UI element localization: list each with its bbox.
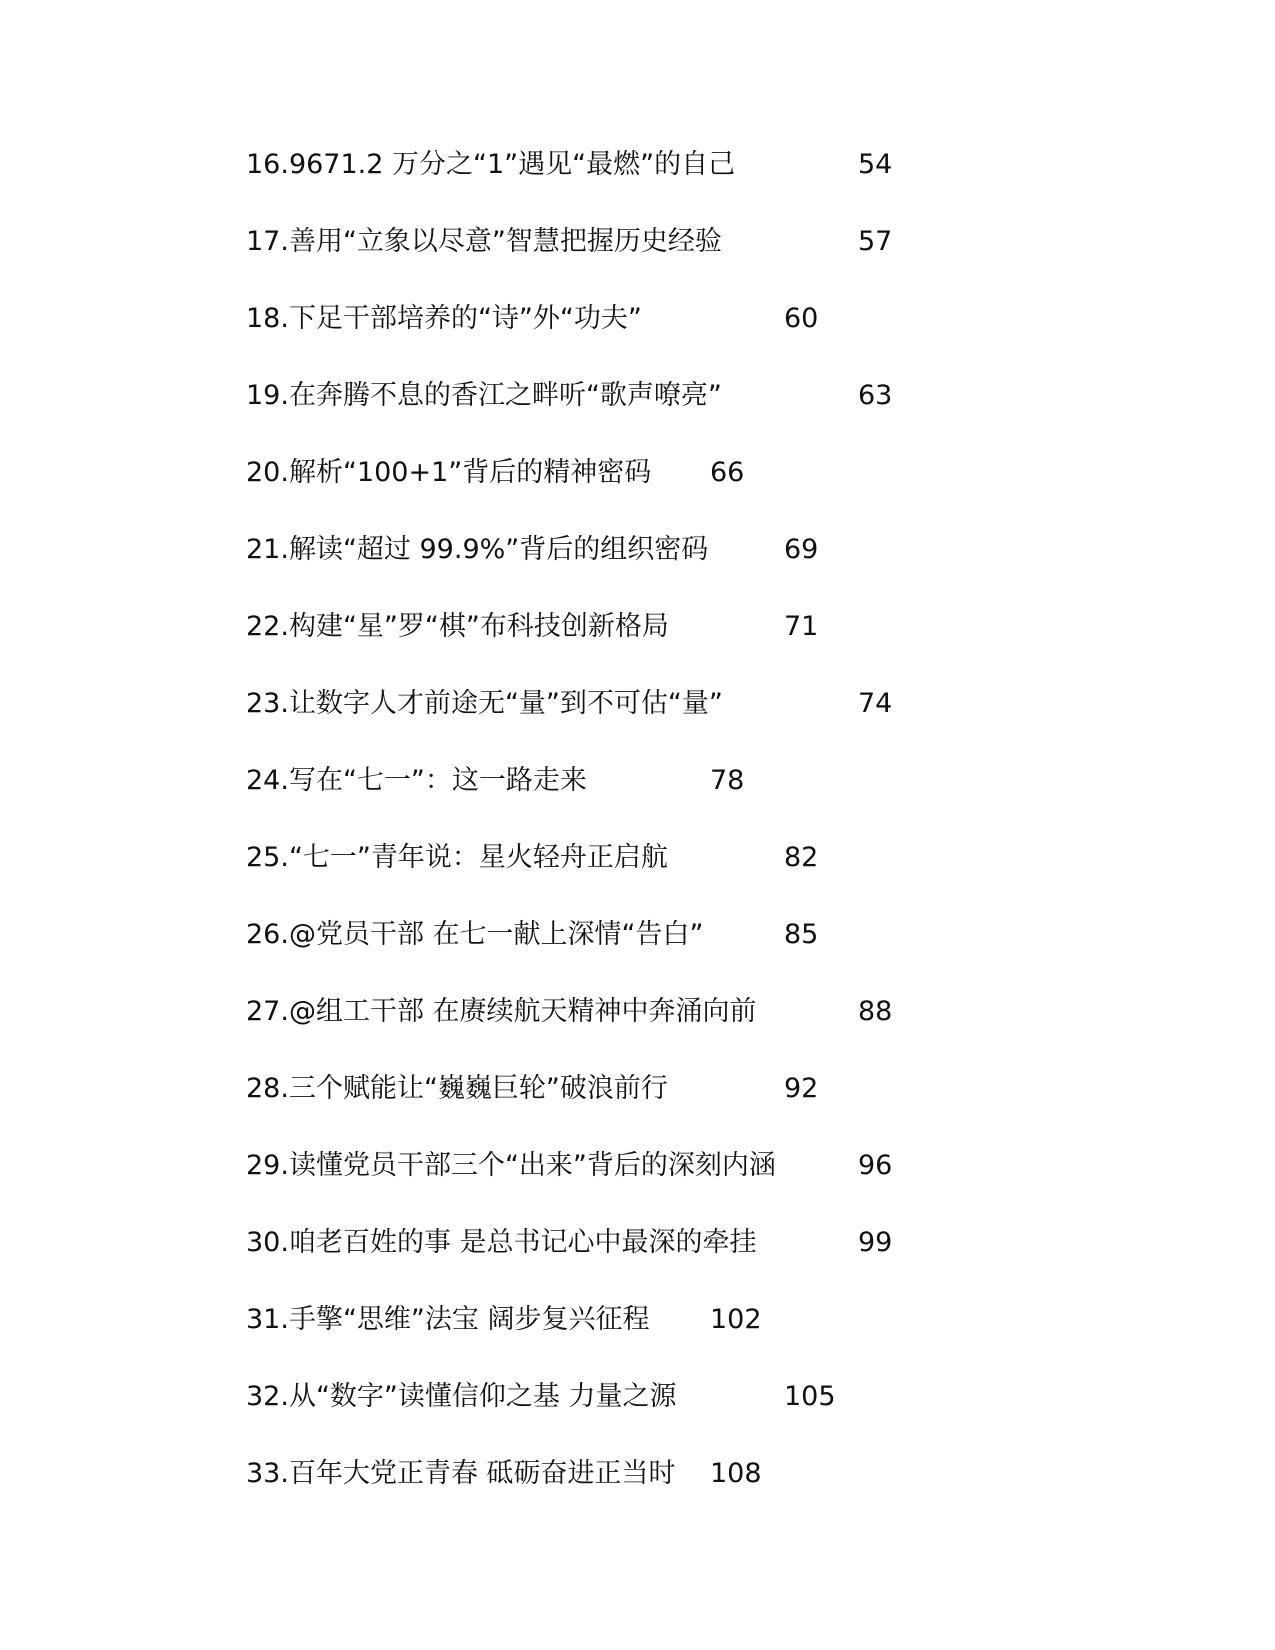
toc-entry-title: 20.解析“100+1”背后的精神密码	[246, 457, 652, 488]
toc-entry-title: 29.读懂党员干部三个“出来”背后的深刻内涵	[246, 1150, 776, 1181]
toc-entry-page: 74	[858, 688, 893, 719]
toc-entry-title: 22.构建“星”罗“棋”布科技创新格局	[246, 611, 669, 642]
toc-entry-page: 108	[710, 1458, 762, 1489]
toc-entry-page: 57	[858, 226, 893, 257]
toc-entry-title: 30.咱老百姓的事 是总书记心中最深的牵挂	[246, 1227, 757, 1258]
toc-entry-title: 23.让数字人才前途无“量”到不可估“量”	[246, 688, 723, 719]
toc-entry-title: 33.百年大党正青春 砥砺奋进正当时	[246, 1458, 676, 1489]
toc-entry-page: 82	[784, 842, 819, 873]
toc-entry-title: 31.手擎“思维”法宝 阔步复兴征程	[246, 1304, 650, 1335]
toc-entry	[246, 995, 966, 1072]
toc-entry	[246, 302, 966, 379]
toc-entry-title: 25.“七一”青年说：星火轻舟正启航	[246, 842, 668, 873]
toc-entry	[246, 1226, 966, 1303]
toc-entry	[246, 1072, 966, 1149]
toc-entry-page: 88	[858, 996, 893, 1027]
toc-entry	[246, 687, 966, 764]
toc-entry	[246, 456, 966, 533]
toc-entry-title: 16.9671.2 万分之“1”遇见“最燃”的自己	[246, 149, 736, 180]
toc-entry-page: 96	[858, 1150, 893, 1181]
toc-entry-title: 17.善用“立象以尽意”智慧把握历史经验	[246, 226, 722, 257]
toc-entry-page: 99	[858, 1227, 893, 1258]
toc-entry-title: 27.@组工干部 在赓续航天精神中奔涌向前	[246, 996, 757, 1027]
toc-entry	[246, 764, 966, 841]
toc-entry-page: 63	[858, 380, 893, 411]
toc-entry-title: 28.三个赋能让“巍巍巨轮”破浪前行	[246, 1073, 668, 1104]
toc-entry-title: 24.写在“七一”：这一路走来	[246, 765, 587, 796]
toc-entry-page: 85	[784, 919, 819, 950]
toc-entry	[246, 1149, 966, 1226]
toc-entry-page: 54	[858, 149, 893, 180]
toc-entry	[246, 1380, 966, 1457]
toc-entry	[246, 148, 966, 225]
table-of-contents	[246, 148, 966, 1534]
toc-entry-page: 66	[710, 457, 745, 488]
toc-entry-title: 26.@党员干部 在七一献上深情“告白”	[246, 919, 704, 950]
toc-entry	[246, 1303, 966, 1380]
toc-entry	[246, 225, 966, 302]
toc-entry-page: 78	[710, 765, 745, 796]
toc-entry	[246, 918, 966, 995]
toc-entry-title: 32.从“数字”读懂信仰之基 力量之源	[246, 1381, 677, 1412]
toc-entry-page: 102	[710, 1304, 762, 1335]
toc-entry-page: 105	[784, 1381, 836, 1412]
toc-entry	[246, 1457, 966, 1534]
toc-entry-title: 19.在奔腾不息的香江之畔听“歌声嘹亮”	[246, 380, 722, 411]
toc-entry-page: 71	[784, 611, 819, 642]
toc-entry-title: 18.下足干部培养的“诗”外“功夫”	[246, 303, 642, 334]
toc-entry-title: 21.解读“超过 99.9%”背后的组织密码	[246, 534, 709, 565]
toc-entry	[246, 841, 966, 918]
toc-entry	[246, 379, 966, 456]
toc-entry	[246, 610, 966, 687]
toc-entry	[246, 533, 966, 610]
toc-entry-page: 60	[784, 303, 819, 334]
toc-entry-page: 92	[784, 1073, 819, 1104]
toc-entry-page: 69	[784, 534, 819, 565]
